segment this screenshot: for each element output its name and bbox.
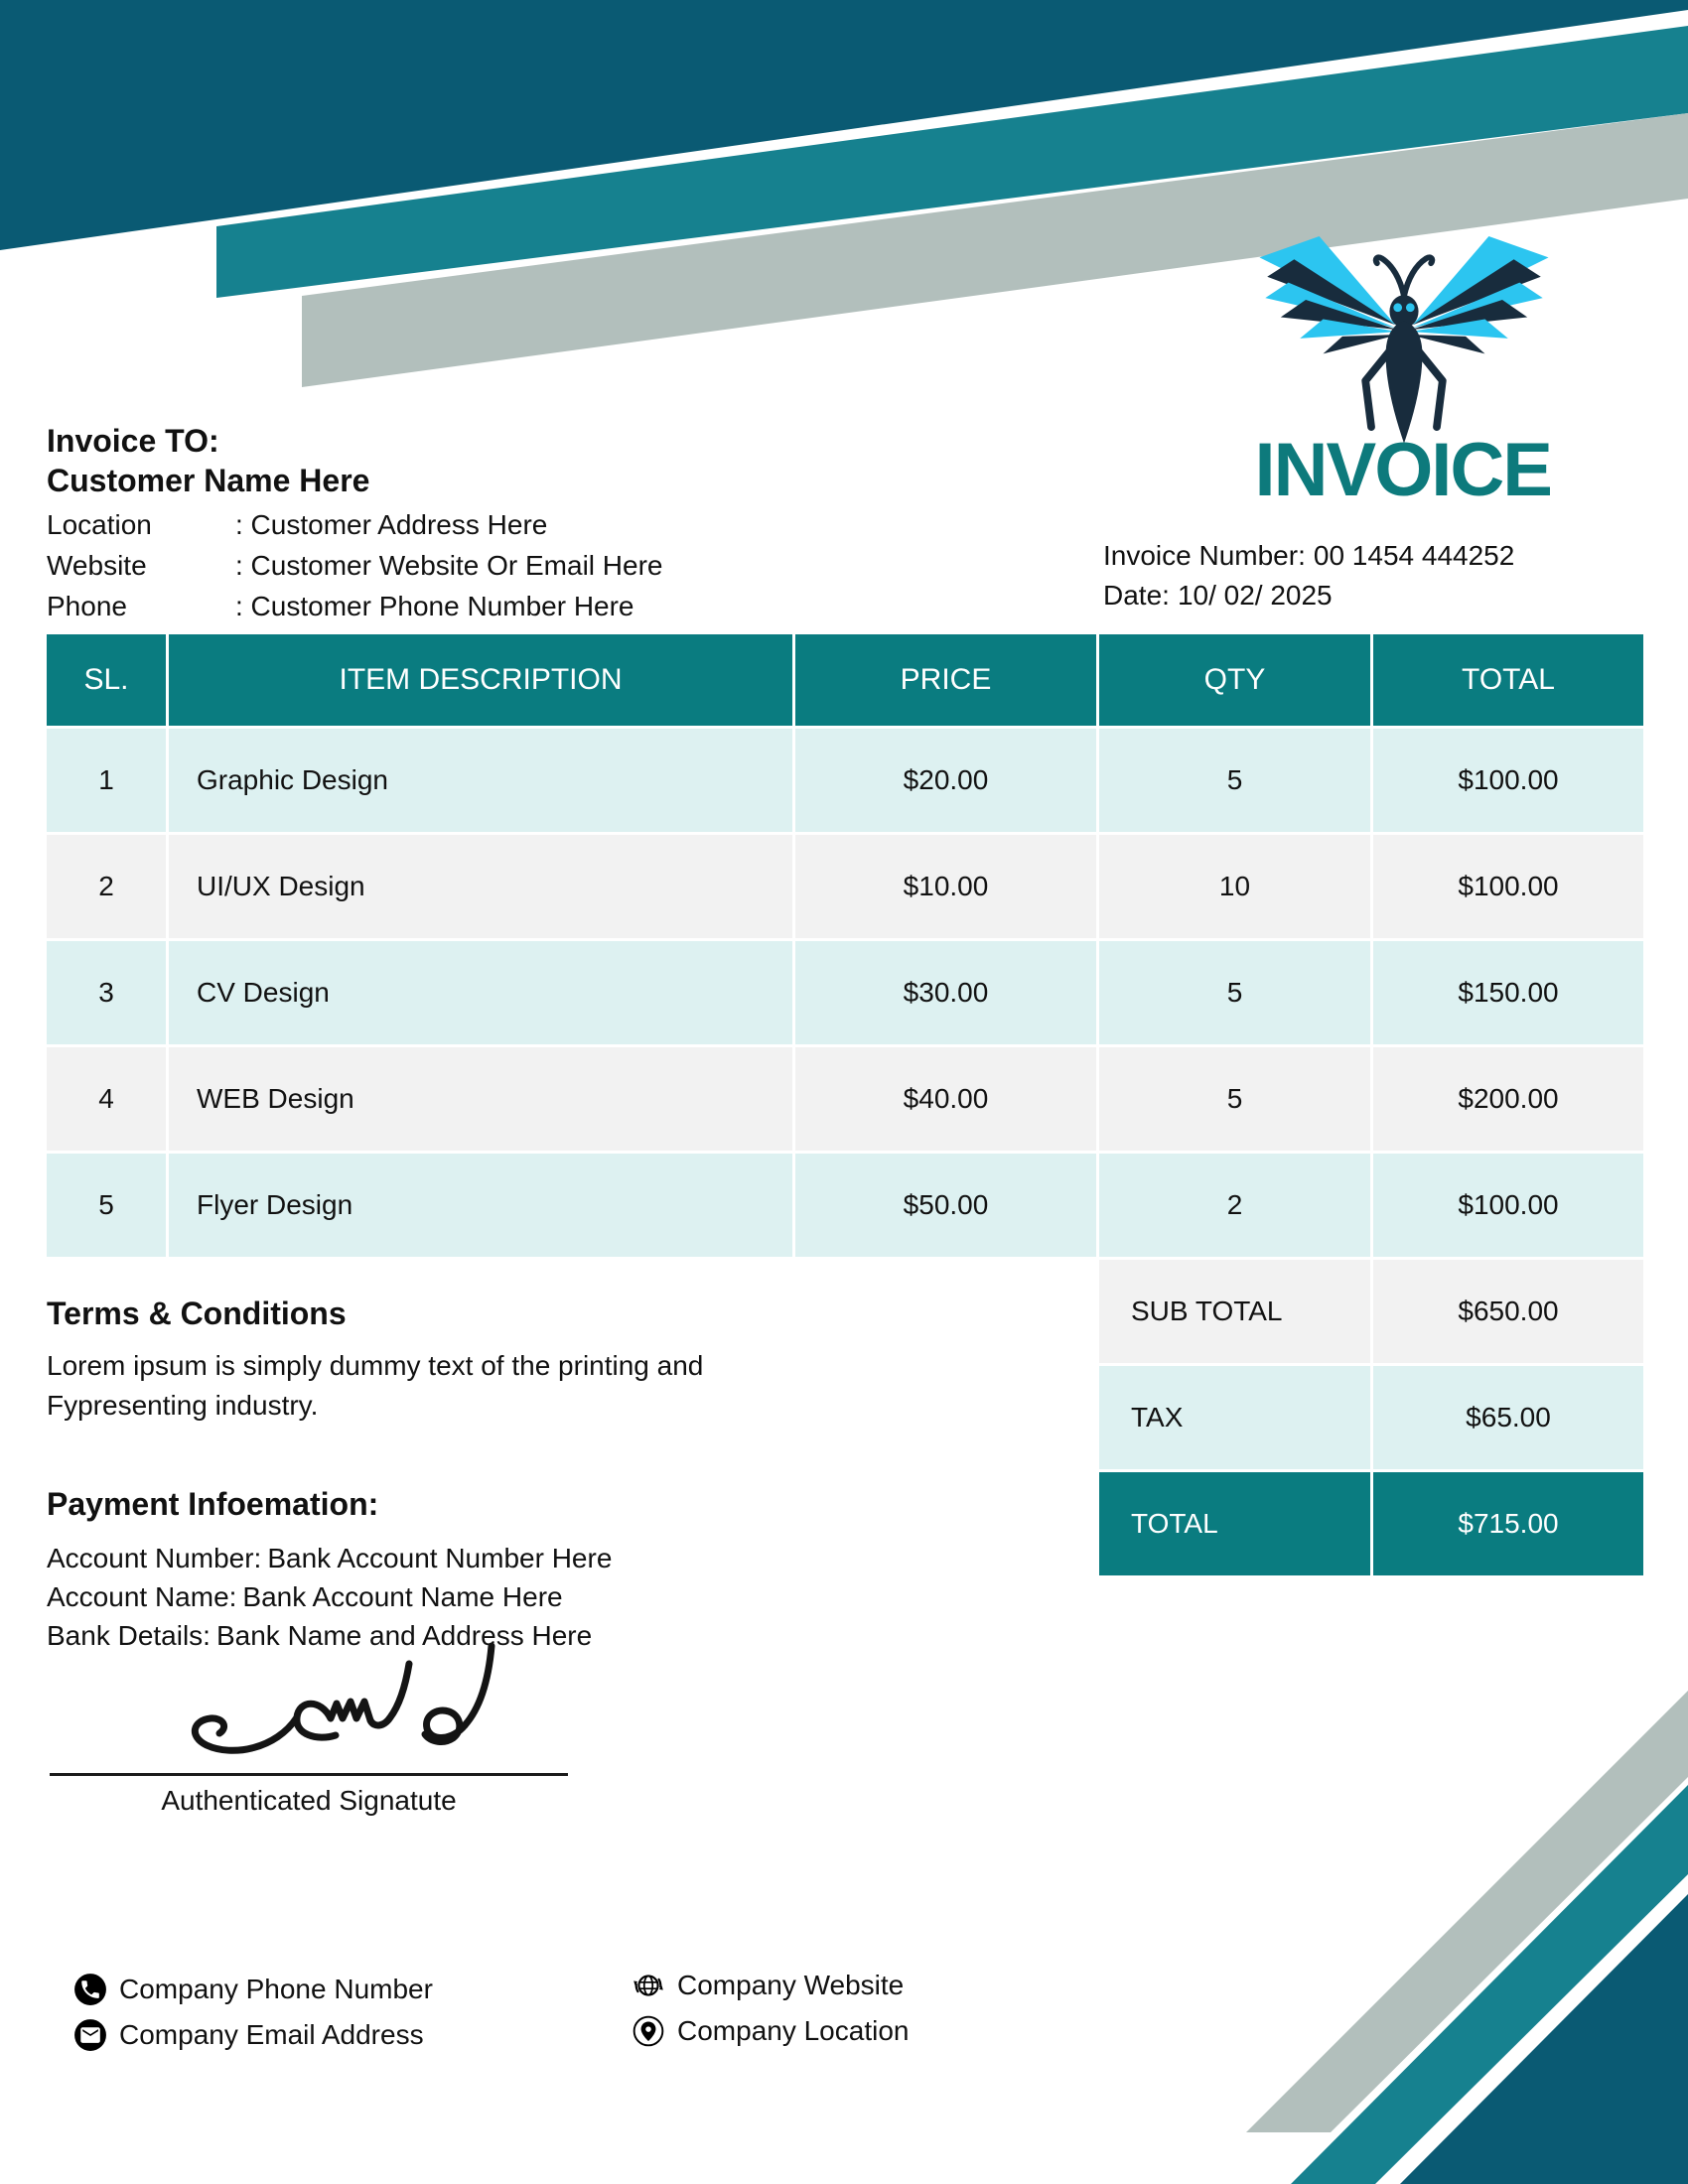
column-header-qty: QTY bbox=[1099, 634, 1370, 726]
invoice-date-value: 10/ 02/ 2025 bbox=[1177, 580, 1333, 611]
table-row-cell: CV Design bbox=[169, 941, 792, 1044]
tax-label: TAX bbox=[1099, 1366, 1370, 1469]
table-row-cell: $40.00 bbox=[795, 1047, 1096, 1151]
invoice-date-row bbox=[1103, 576, 1514, 615]
payment-account-number-row bbox=[47, 1539, 742, 1577]
invoice-date-label: Date: bbox=[1103, 580, 1170, 611]
contact-email-label: Company Email Address bbox=[119, 2019, 424, 2050]
billing-field-label: Location bbox=[47, 509, 152, 540]
summary-table bbox=[1099, 1260, 1643, 1575]
billing-field-value: : Customer Website Or Email Here bbox=[235, 550, 663, 581]
contact-location-label: Company Location bbox=[677, 2015, 910, 2046]
table-row-cell: Flyer Design bbox=[169, 1154, 792, 1257]
table-row-cell: 5 bbox=[1099, 729, 1370, 832]
payment-info-block bbox=[47, 1486, 742, 1655]
contact-website-label: Company Website bbox=[677, 1970, 905, 2000]
terms-title: Terms & Conditions bbox=[47, 1296, 347, 1331]
table-row-cell: Graphic Design bbox=[169, 729, 792, 832]
invoice-number-row bbox=[1103, 536, 1514, 576]
table-row-cell: $150.00 bbox=[1373, 941, 1643, 1044]
table-row-cell: 5 bbox=[1099, 941, 1370, 1044]
bank-details-value: Bank Name and Address Here bbox=[215, 1620, 593, 1651]
table-row-cell: 4 bbox=[47, 1047, 166, 1151]
table-row-cell: 2 bbox=[47, 835, 166, 938]
payment-title: Payment Infoemation: bbox=[47, 1486, 379, 1522]
contact-phone-label: Company Phone Number bbox=[119, 1974, 433, 2004]
column-header-description: ITEM DESCRIPTION bbox=[169, 634, 792, 726]
account-name-value: Bank Account Name Here bbox=[242, 1581, 563, 1612]
invoice-number-label: Invoice Number: bbox=[1103, 540, 1306, 571]
invoice-meta bbox=[1103, 536, 1514, 615]
table-row-cell: 1 bbox=[47, 729, 166, 832]
table-row-cell: 2 bbox=[1099, 1154, 1370, 1257]
subtotal-value: $650.00 bbox=[1373, 1260, 1643, 1363]
contact-phone bbox=[73, 1970, 433, 2009]
table-row-cell: 3 bbox=[47, 941, 166, 1044]
invoice-number-value: 00 1454 444252 bbox=[1313, 540, 1515, 571]
items-table bbox=[47, 634, 1643, 1257]
contact-email bbox=[73, 2015, 424, 2055]
billing-field-value: : Customer Address Here bbox=[235, 509, 548, 540]
total-label: TOTAL bbox=[1099, 1472, 1370, 1575]
terms-text-line: Lorem ipsum is simply dummy text of the printing and bbox=[47, 1350, 704, 1381]
customer-name: Customer Name Here bbox=[47, 463, 370, 498]
account-number-value: Bank Account Number Here bbox=[267, 1543, 613, 1573]
table-row-cell: $50.00 bbox=[795, 1154, 1096, 1257]
billing-field-website bbox=[47, 545, 663, 586]
location-icon bbox=[632, 2014, 665, 2048]
table-row-cell: $100.00 bbox=[1373, 1154, 1643, 1257]
total-value: $715.00 bbox=[1373, 1472, 1643, 1575]
table-row-cell: $30.00 bbox=[795, 941, 1096, 1044]
contact-website bbox=[632, 1966, 904, 2005]
billing-field-phone bbox=[47, 586, 663, 626]
tax-value: $65.00 bbox=[1373, 1366, 1643, 1469]
terms-block bbox=[47, 1296, 742, 1426]
column-header-total: TOTAL bbox=[1373, 634, 1643, 726]
account-number-label: Account Number: bbox=[47, 1543, 262, 1573]
billing-section-title: Invoice TO: bbox=[47, 423, 219, 459]
corner-banner-decoration bbox=[1231, 1686, 1688, 2184]
signature-caption: Authenticated Signatute bbox=[161, 1785, 457, 1816]
billing-field-label: Phone bbox=[47, 591, 127, 621]
website-icon bbox=[632, 1969, 665, 2002]
email-icon bbox=[73, 2018, 107, 2052]
table-row-cell: $10.00 bbox=[795, 835, 1096, 938]
table-row-cell: $100.00 bbox=[1373, 729, 1643, 832]
bank-details-label: Bank Details: bbox=[47, 1620, 211, 1651]
phone-icon bbox=[73, 1973, 107, 2006]
account-name-label: Account Name: bbox=[47, 1581, 237, 1612]
billing-block bbox=[47, 421, 663, 626]
table-row-cell: UI/UX Design bbox=[169, 835, 792, 938]
column-header-price: PRICE bbox=[795, 634, 1096, 726]
table-row-cell: 10 bbox=[1099, 835, 1370, 938]
table-row-cell: WEB Design bbox=[169, 1047, 792, 1151]
billing-field-value: : Customer Phone Number Here bbox=[235, 591, 634, 621]
subtotal-label: SUB TOTAL bbox=[1099, 1260, 1370, 1363]
signature-line bbox=[50, 1773, 568, 1776]
column-header-sl: SL. bbox=[47, 634, 166, 726]
table-row-cell: $200.00 bbox=[1373, 1047, 1643, 1151]
contact-location bbox=[632, 2011, 909, 2051]
billing-field-location bbox=[47, 504, 663, 545]
signature-scribble bbox=[149, 1638, 556, 1775]
billing-field-label: Website bbox=[47, 550, 147, 581]
table-row-cell: $100.00 bbox=[1373, 835, 1643, 938]
terms-text-line: Fypresenting industry. bbox=[47, 1390, 319, 1421]
table-row-cell: 5 bbox=[47, 1154, 166, 1257]
payment-account-name-row bbox=[47, 1577, 742, 1616]
table-row-cell: 5 bbox=[1099, 1047, 1370, 1151]
table-row-cell: $20.00 bbox=[795, 729, 1096, 832]
invoice-title: INVOICE bbox=[1254, 428, 1551, 512]
